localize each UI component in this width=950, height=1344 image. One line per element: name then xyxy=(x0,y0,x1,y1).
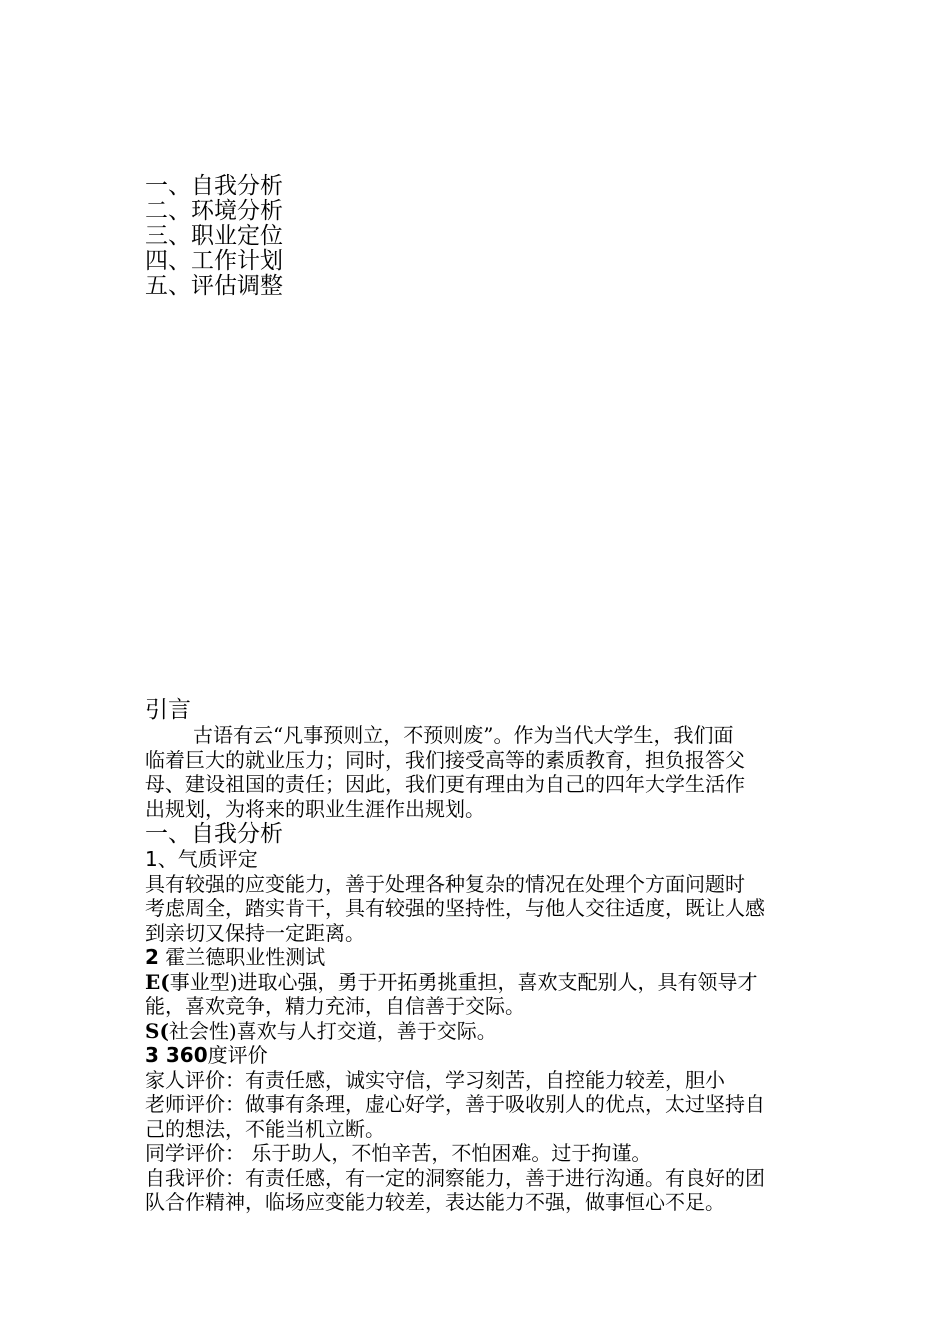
classmate-evaluation xyxy=(145,1141,810,1166)
family-evaluation xyxy=(145,1068,810,1093)
holland-e-line: 能，喜欢竞争，精力充沛，自信善于交际。 xyxy=(145,994,525,1018)
temperament-heading: 1、气质评定 xyxy=(145,847,258,871)
evaluation-heading-text: 度评价 xyxy=(207,1043,268,1067)
self-evaluation xyxy=(145,1166,810,1215)
intro-title: 引言 xyxy=(145,697,191,723)
teacher-evaluation-line: 己的想法，不能当机立断。 xyxy=(145,1116,385,1141)
temperament-line: 到亲切又保持一定距离。 xyxy=(145,920,365,945)
holland-e-paragraph xyxy=(145,970,810,1019)
temperament-paragraph xyxy=(145,872,810,946)
holland-s-line xyxy=(145,1019,810,1044)
intro-paragraph xyxy=(145,723,810,821)
toc-item: 三、职业定位 xyxy=(145,223,283,249)
toc-item: 二、环境分析 xyxy=(145,198,283,224)
self-evaluation-line: 自我评价：有责任感，有一定的洞察能力，善于进行沟通。有良好的团 xyxy=(145,1165,765,1190)
evaluation-heading-number: 3 360 xyxy=(145,1043,208,1067)
holland-s-paragraph xyxy=(145,1019,810,1044)
holland-heading-number: 2 xyxy=(145,945,159,969)
holland-e-text: 事业型)进取心强，勇于开拓勇挑重担，喜欢支配别人，具有领导才 xyxy=(169,969,758,994)
teacher-evaluation-line: 老师评价：做事有条理，虚心好学，善于吸收别人的优点，太过坚持自 xyxy=(145,1092,765,1116)
table-of-contents xyxy=(145,174,283,299)
holland-s-text: 社会性)喜欢与人打交道，善于交际。 xyxy=(168,1018,497,1043)
teacher-evaluation xyxy=(145,1092,810,1141)
toc-item: 五、评估调整 xyxy=(145,273,283,299)
holland-heading xyxy=(145,945,810,970)
temperament-line: 考虑周全，踏实肯干，具有较强的坚持性，与他人交往适度，既让人感 xyxy=(145,896,765,920)
holland-heading-text: 霍兰德职业性测试 xyxy=(165,945,326,969)
intro-line: 临着巨大的就业压力；同时，我们接受高等的素质教育，担负报答父 xyxy=(145,747,745,772)
intro-line: 母、建设祖国的责任；因此，我们更有理由为自己的四年大学生活作 xyxy=(145,772,745,796)
holland-e-line xyxy=(145,970,810,995)
document-body xyxy=(145,697,810,1215)
intro-line: 出规划，为将来的职业生涯作出规划。 xyxy=(145,796,485,821)
toc-item: 一、自我分析 xyxy=(145,173,283,199)
family-evaluation-line: 家人评价：有责任感，诚实守信，学习刻苦，自控能力较差，胆小 xyxy=(145,1067,725,1092)
holland-e-code: E( xyxy=(145,969,170,994)
toc-item: 四、工作计划 xyxy=(145,248,283,274)
section-title-self-analysis: 一、自我分析 xyxy=(145,821,283,847)
evaluation-heading xyxy=(145,1043,810,1068)
intro-line: 古语有云“凡事预则立，不预则废”。作为当代大学生，我们面 xyxy=(193,723,734,747)
temperament-line: 具有较强的应变能力，善于处理各种复杂的情况在处理个方面问题时 xyxy=(145,871,745,896)
self-evaluation-line: 队合作精神，临场应变能力较差，表达能力不强，做事恒心不足。 xyxy=(145,1190,725,1214)
holland-s-code: S( xyxy=(145,1018,169,1043)
classmate-evaluation-line: 同学评价： 乐于助人，不怕辛苦，不怕困难。过于拘谨。 xyxy=(145,1141,652,1165)
